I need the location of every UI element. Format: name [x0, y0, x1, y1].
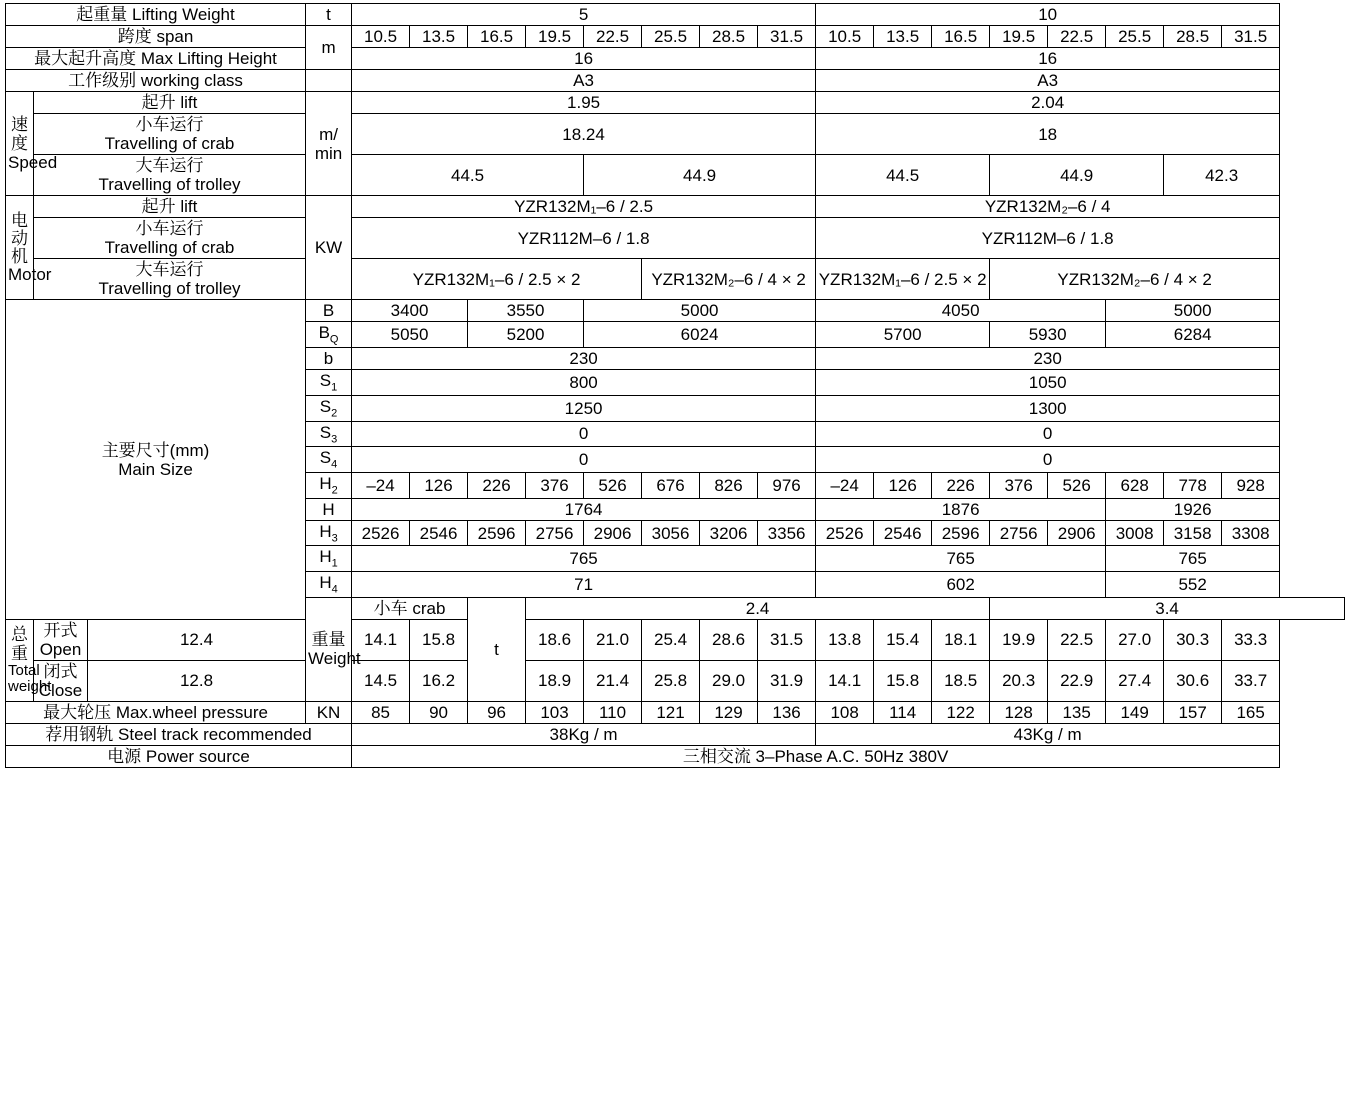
table-row	[6, 155, 1345, 196]
value-cell-10t: 5930	[990, 322, 1106, 348]
value-cell-5t: 96	[468, 702, 526, 724]
table-row	[6, 4, 1345, 26]
dim-label-text: S	[319, 422, 332, 442]
value-cell-5t: 2756	[526, 520, 584, 546]
value-cell-10t: 3008	[1106, 520, 1164, 546]
value-cell-5t: 676	[642, 473, 700, 499]
spec-sheet	[0, 3, 1352, 1094]
value-cell-5t: 25.8	[642, 660, 700, 701]
value-cell-10t: 5000	[1106, 300, 1280, 322]
value-cell-10t: YZR132M₂–6 / 4 × 2	[990, 259, 1280, 300]
row-label-max-lifting-height	[6, 48, 306, 70]
dim-label-S4	[306, 447, 352, 473]
value-cell-5t: 85	[352, 702, 410, 724]
dim-label-H2	[306, 473, 352, 499]
value-cell-5t: 0	[352, 447, 816, 473]
value-cell-5t: 1250	[352, 395, 816, 421]
value-cell-10t: 126	[874, 473, 932, 499]
table-row	[6, 724, 1345, 746]
dim-label-text: H	[319, 573, 332, 593]
value-cell-5t: 5200	[468, 322, 584, 348]
value-cell-10t: 2546	[874, 520, 932, 546]
value-cell-10t: 18.1	[932, 619, 990, 660]
value-cell-5t: 71	[352, 572, 816, 598]
value-cell-5t: 18.6	[526, 619, 584, 660]
unit-cell: t	[306, 4, 352, 26]
row-label-power-source	[6, 746, 352, 768]
label-cn: 荐用钢轨	[45, 725, 114, 745]
value-cell-5t: 25.4	[642, 619, 700, 660]
value-cell-5t: –24	[352, 473, 410, 499]
row-label-motor-crab	[34, 218, 306, 259]
value-cell-10t: 44.9	[990, 155, 1164, 196]
value-cell-5t: 5000	[584, 300, 816, 322]
value-cell-10t: 30.3	[1164, 619, 1222, 660]
dim-label-H1	[306, 546, 352, 572]
unit-cell: m	[306, 26, 352, 70]
value-cell-10t: 22.9	[1048, 660, 1106, 701]
dim-label-text: H	[319, 474, 332, 494]
value-cell-5t: 12.8	[88, 660, 306, 701]
value-cell-10t: 18.5	[932, 660, 990, 701]
span-value: 28.5	[1164, 26, 1222, 48]
label-en: crab	[412, 598, 446, 618]
value-cell-5t: 31.5	[758, 619, 816, 660]
group-label-en: Speed	[8, 153, 58, 173]
unit-cell-motor: KW	[306, 196, 352, 300]
dim-label-S2	[306, 395, 352, 421]
row-label-lifting-weight	[6, 4, 306, 26]
group-label-en: Main Size	[118, 459, 193, 479]
value-cell-10t: 10	[816, 4, 1280, 26]
dim-label-sub: Q	[329, 333, 339, 346]
value-cell-10t: 226	[932, 473, 990, 499]
value-cell-10t: 2906	[1048, 520, 1106, 546]
value-cell-10t: 135	[1048, 702, 1106, 724]
row-label-speed-crab	[34, 114, 306, 155]
table-row	[6, 746, 1345, 768]
dim-label-sub: 1	[331, 557, 338, 570]
value-cell-10t: 2756	[990, 520, 1048, 546]
unit-cell-speed	[306, 92, 352, 196]
value-cell-10t: 552	[1106, 572, 1280, 598]
span-value: 10.5	[352, 26, 410, 48]
span-value: 16.5	[468, 26, 526, 48]
label-en: lift	[180, 93, 198, 113]
dim-label-H3	[306, 520, 352, 546]
row-label-motor-lift	[34, 196, 306, 218]
value-cell-5t: 3056	[642, 520, 700, 546]
value-cell-5t: 90	[410, 702, 468, 724]
dim-label-text: S	[319, 396, 332, 416]
span-value: 31.5	[1222, 26, 1280, 48]
dim-label-sub: 4	[331, 583, 338, 596]
value-cell-5t: 21.0	[584, 619, 642, 660]
group-label-en: Motor	[8, 265, 52, 285]
value-cell-10t: 27.0	[1106, 619, 1164, 660]
value-cell-10t: 526	[1048, 473, 1106, 499]
value-cell-10t: 3158	[1164, 520, 1222, 546]
dim-label-text: H	[319, 521, 332, 541]
group-label-motor	[6, 196, 52, 300]
row-label-working-class	[6, 70, 306, 92]
unit-cell-weight: t	[468, 597, 526, 701]
value-cell-10t: YZR112M–6 / 1.8	[816, 218, 1280, 259]
value-cell-10t: 1926	[1106, 498, 1280, 520]
dim-label-sub: 2	[331, 407, 338, 420]
label-cn: 总重	[11, 624, 28, 663]
label-cn: 小车	[373, 598, 408, 618]
group-label-cn: 电动机	[8, 211, 28, 266]
label-cn: 跨度	[117, 27, 152, 47]
value-cell-5t: 28.6	[700, 619, 758, 660]
value-cell-10t: 33.3	[1222, 619, 1280, 660]
value-cell-10t: 44.5	[816, 155, 990, 196]
label-en: Close	[38, 680, 83, 700]
span-value: 13.5	[874, 26, 932, 48]
label-cn: 最大轮压	[43, 703, 112, 723]
span-value: 13.5	[410, 26, 468, 48]
value-cell-10t: YZR132M₁–6 / 2.5 × 2	[816, 259, 990, 300]
value-cell-10t: 13.8	[816, 619, 874, 660]
span-value: 19.5	[526, 26, 584, 48]
value-cell-10t: 602	[816, 572, 1106, 598]
value-cell-10t: 27.4	[1106, 660, 1164, 701]
label-en: Power source	[145, 747, 250, 767]
value-cell-5t: 826	[700, 473, 758, 499]
table-row	[6, 660, 1345, 701]
dim-label-B: B	[306, 300, 352, 322]
value-cell-5t: 3550	[468, 300, 584, 322]
dim-label-sub: 4	[331, 458, 338, 471]
label-cn: 电源	[107, 747, 142, 767]
label-en: Travelling of trolley	[98, 175, 241, 195]
value-cell-10t: 42.3	[1164, 155, 1280, 196]
value-cell-10t: 128	[990, 702, 1048, 724]
value-cell-5t: 5	[352, 4, 816, 26]
group-label-weight	[306, 597, 361, 701]
value-cell-10t: 14.1	[816, 660, 874, 701]
label-cn: 开式	[43, 620, 78, 640]
value-cell-5t: 18.9	[526, 660, 584, 701]
value-cell-10t: 108	[816, 702, 874, 724]
table-row	[6, 300, 1345, 322]
crane-specification-table	[5, 3, 1345, 768]
dim-label-text: S	[319, 371, 332, 391]
value-cell-10t: 765	[1106, 546, 1280, 572]
label-en: Max.wheel pressure	[115, 703, 268, 723]
group-label-cn: 速度	[11, 115, 28, 154]
value-cell-10t: 4050	[816, 300, 1106, 322]
value-cell-5t: 2.4	[526, 597, 990, 619]
table-row	[6, 259, 1345, 300]
value-cell-5t: 3206	[700, 520, 758, 546]
value-cell-5t: 16.2	[410, 660, 468, 701]
value-cell-10t: YZR132M₂–6 / 4	[816, 196, 1280, 218]
span-value: 10.5	[816, 26, 874, 48]
label-en: lift	[180, 197, 198, 217]
value-cell-5t: 136	[758, 702, 816, 724]
label-en: span	[156, 27, 194, 47]
label-cn: 小车运行	[135, 115, 204, 135]
value-cell-10t: 43Kg / m	[816, 724, 1280, 746]
value-cell-5t: 2526	[352, 520, 410, 546]
span-value: 31.5	[758, 26, 816, 48]
value-cell-5t: YZR132M₁–6 / 2.5	[352, 196, 816, 218]
value-cell-5t: 129	[700, 702, 758, 724]
value-cell-5t: 44.5	[352, 155, 584, 196]
value-cell-10t: 165	[1222, 702, 1280, 724]
dim-label-text: H	[319, 547, 332, 567]
value-cell-5t: 3400	[352, 300, 468, 322]
value-cell-5t: 38Kg / m	[352, 724, 816, 746]
value-cell-10t: 3308	[1222, 520, 1280, 546]
value-cell-5t: 103	[526, 702, 584, 724]
unit-cell-empty	[306, 70, 352, 92]
value-cell-5t: 18.24	[352, 114, 816, 155]
label-cn: 起重量	[76, 5, 128, 24]
value-cell-5t: 31.9	[758, 660, 816, 701]
label-cn: 工作级别	[68, 71, 137, 91]
group-label-main-size	[6, 300, 306, 619]
value-cell-5t: 1764	[352, 498, 816, 520]
dim-label-sub: 1	[331, 381, 338, 394]
value-cell-10t: 15.4	[874, 619, 932, 660]
table-row	[6, 48, 1345, 70]
unit-cell: KN	[306, 702, 352, 724]
dim-label-sub: 3	[331, 532, 338, 545]
value-cell-10t: 16	[816, 48, 1280, 70]
value-cell-5t: 526	[584, 473, 642, 499]
value-cell-5t: 12.4	[88, 619, 306, 660]
unit-text: m/ min	[314, 124, 343, 163]
row-label-close	[34, 660, 88, 701]
value-cell-5t: 126	[410, 473, 468, 499]
value-cell-10t: 2526	[816, 520, 874, 546]
value-cell-10t: 778	[1164, 473, 1222, 499]
label-en: Open	[39, 639, 82, 659]
label-en: Max Lifting Height	[140, 49, 277, 69]
value-cell-5t: 6024	[584, 322, 816, 348]
value-cell-5t: 376	[526, 473, 584, 499]
label-en: Steel track recommended	[118, 725, 312, 745]
value-cell-5t: 5050	[352, 322, 468, 348]
value-cell-5t: 29.0	[700, 660, 758, 701]
value-cell-10t: 20.3	[990, 660, 1048, 701]
value-cell-10t: 6284	[1106, 322, 1280, 348]
dim-label-sub: 3	[331, 433, 338, 445]
value-cell-5t: 15.8	[410, 619, 468, 660]
value-cell-10t: 230	[816, 348, 1280, 370]
value-cell-10t: 0	[816, 421, 1280, 447]
value-cell-5t: 226	[468, 473, 526, 499]
table-row	[6, 92, 1345, 114]
value-cell-5t: 1.95	[352, 92, 816, 114]
value-cell-5t: 0	[352, 421, 816, 447]
value-cell-10t: 2596	[932, 520, 990, 546]
value-cell-10t: 1876	[816, 498, 1106, 520]
value-cell-5t: 44.9	[584, 155, 816, 196]
label-cn: 起升	[141, 197, 176, 217]
value-cell-10t: 15.8	[874, 660, 932, 701]
dim-label-sub: 2	[331, 484, 338, 497]
label-cn: 最大起升高度	[34, 49, 137, 69]
value-cell-10t: 22.5	[1048, 619, 1106, 660]
span-value: 28.5	[700, 26, 758, 48]
row-label-steel-track	[6, 724, 352, 746]
value-cell-5t: 2546	[410, 520, 468, 546]
table-row	[6, 619, 1345, 660]
value-cell-5t: 800	[352, 370, 816, 396]
value-cell-5t: 976	[758, 473, 816, 499]
dim-label-S3	[306, 421, 352, 447]
label-cn: 大车运行	[135, 156, 204, 176]
value-cell-10t: 149	[1106, 702, 1164, 724]
label-cn: 大车运行	[135, 260, 204, 280]
value-cell-10t: A3	[816, 70, 1280, 92]
value-cell-5t: 21.4	[584, 660, 642, 701]
span-value: 25.5	[1106, 26, 1164, 48]
table-row	[6, 26, 1345, 48]
row-label-open	[34, 619, 88, 660]
row-label-weight-crab	[352, 597, 468, 619]
value-cell-10t: 3.4	[990, 597, 1345, 619]
value-cell-10t: 19.9	[990, 619, 1048, 660]
span-value: 19.5	[990, 26, 1048, 48]
value-cell-power: 三相交流 3–Phase A.C. 50Hz 380V	[352, 746, 1280, 768]
value-cell-10t: 5700	[816, 322, 990, 348]
label-en: Total weight	[8, 661, 52, 696]
label-en: Travelling of trolley	[98, 279, 241, 299]
value-cell-5t: 14.5	[352, 660, 410, 701]
value-cell-10t: 0	[816, 447, 1280, 473]
value-cell-5t: 2596	[468, 520, 526, 546]
value-cell-10t: 1300	[816, 395, 1280, 421]
row-label-wheel-pressure	[6, 702, 306, 724]
label-en: Lifting Weight	[132, 5, 235, 24]
group-label-cn: 主要尺寸(mm)	[101, 440, 210, 460]
label-en: Travelling of crab	[104, 238, 235, 258]
value-cell-10t: 33.7	[1222, 660, 1280, 701]
value-cell-10t: 18	[816, 114, 1280, 155]
group-label-en: Weight	[308, 649, 361, 669]
dim-label-text: B	[318, 323, 330, 343]
value-cell-5t: YZR132M₁–6 / 2.5 × 2	[352, 259, 642, 300]
value-cell-10t: 114	[874, 702, 932, 724]
value-cell-5t: A3	[352, 70, 816, 92]
value-cell-5t: 765	[352, 546, 816, 572]
span-value: 22.5	[1048, 26, 1106, 48]
label-en: Travelling of crab	[104, 134, 235, 154]
group-label-cn: 重量	[311, 630, 346, 650]
value-cell-5t: 2906	[584, 520, 642, 546]
value-cell-10t: 765	[816, 546, 1106, 572]
value-cell-5t: 110	[584, 702, 642, 724]
value-cell-5t: 121	[642, 702, 700, 724]
group-label-speed	[6, 92, 58, 196]
value-cell-10t: 30.6	[1164, 660, 1222, 701]
label-cn: 小车运行	[135, 219, 204, 239]
table-row	[6, 114, 1345, 155]
span-value: 22.5	[584, 26, 642, 48]
value-cell-5t: 3356	[758, 520, 816, 546]
span-value: 25.5	[642, 26, 700, 48]
dim-label-text: S	[319, 448, 332, 468]
table-row	[6, 70, 1345, 92]
label-en: working class	[140, 71, 243, 91]
value-cell-10t: 628	[1106, 473, 1164, 499]
label-cn: 起升	[141, 93, 176, 113]
dim-label-b: b	[306, 348, 352, 370]
row-label-span	[6, 26, 306, 48]
dim-label-H: H	[306, 498, 352, 520]
dim-label-S1	[306, 370, 352, 396]
label-cn: 闭式	[43, 661, 78, 681]
table-row	[6, 196, 1345, 218]
row-label-speed-trolley	[34, 155, 306, 196]
value-cell-10t: 928	[1222, 473, 1280, 499]
value-cell-5t: 14.1	[352, 619, 410, 660]
dim-label-H4	[306, 572, 352, 598]
row-label-total-weight	[6, 619, 52, 701]
value-cell-5t: YZR132M₂–6 / 4 × 2	[642, 259, 816, 300]
value-cell-5t: YZR112M–6 / 1.8	[352, 218, 816, 259]
row-label-speed-lift	[34, 92, 306, 114]
value-cell-5t: 16	[352, 48, 816, 70]
dim-label-BQ	[306, 322, 352, 348]
value-cell-10t: 376	[990, 473, 1048, 499]
value-cell-10t: –24	[816, 473, 874, 499]
value-cell-10t: 1050	[816, 370, 1280, 396]
value-cell-10t: 122	[932, 702, 990, 724]
value-cell-10t: 157	[1164, 702, 1222, 724]
table-row	[6, 218, 1345, 259]
value-cell-5t: 230	[352, 348, 816, 370]
span-value: 16.5	[932, 26, 990, 48]
table-row	[6, 702, 1345, 724]
value-cell-10t: 2.04	[816, 92, 1280, 114]
row-label-motor-trolley	[34, 259, 306, 300]
